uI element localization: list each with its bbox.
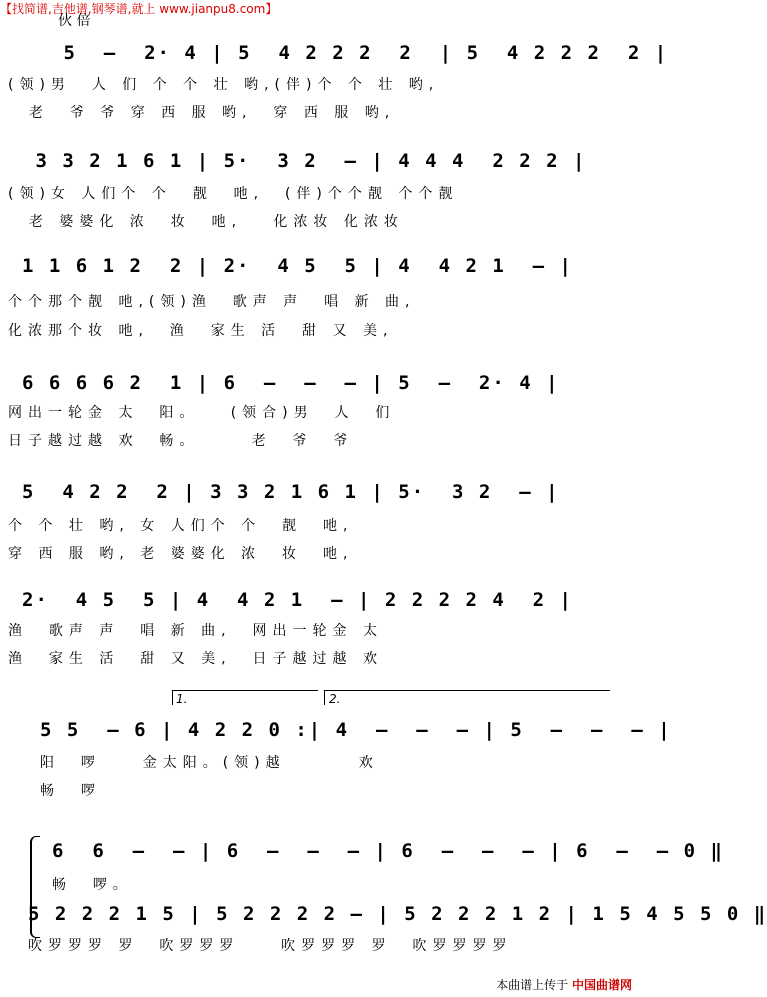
lyrics-line: 畅 啰。 <box>52 877 133 893</box>
lyrics-line: 网出一轮金 太 阳。 (领合)男 人 们 <box>8 405 396 421</box>
lyrics-line: 日子越过越 欢 畅。 老 爷 爷 <box>8 433 354 449</box>
notation-line: 5 4 2 2 2 | 3 3 2 1 6 1 | 5· 3 2 – | <box>22 481 560 503</box>
notation-line: 5 5 – 6 | 4 2 2 0 :| 4 – – – | 5 – – – | <box>40 719 672 741</box>
notation-line: 6 6 – – | 6 – – – | 6 – – – | 6 – – 0 ‖ <box>52 840 724 862</box>
notation-line: 5 2 2 2 1 5 | 5 2 2 2 2 – | 5 2 2 2 1 2 | 1 5 4 5 5 0 ‖ <box>28 903 767 925</box>
notation-line: 5 – 2· 4 | 5 4 2 2 2 2 | 5 4 2 2 2 2 | <box>50 42 669 64</box>
lyrics-line: (领)女 人们个 个 靓 吔, (伴)个个靓 个个靓 <box>8 186 459 202</box>
lyrics-line: 穿 西 服 哟, 老 婆婆化 浓 妆 吔, <box>8 546 354 562</box>
lyrics-line: 个个那个靓 吔,(领)渔 歌声 声 唱 新 曲, <box>8 294 416 310</box>
lyrics-line: 老 爷 爷 穿 西 服 哟, 穿 西 服 哟, <box>8 105 396 121</box>
volta-bracket-1 <box>172 690 318 705</box>
volta-label-2: 2. <box>329 692 341 706</box>
lyrics-line: 化浓那个妆 吔, 渔 家生 活 甜 又 美, <box>8 323 394 339</box>
lyrics-line: 阳 啰 金太阳。(领)越 欢 <box>40 755 379 771</box>
notation-line: 3 3 2 1 6 1 | 5· 3 2 – | 4 4 4 2 2 2 | <box>22 150 587 172</box>
lyrics-line: 渔 歌声 声 唱 新 曲, 网出一轮金 太 <box>8 623 383 639</box>
lyrics-line: (领)男 人 们 个 个 壮 哟,(伴)个 个 壮 哟, <box>8 77 440 93</box>
song-subtitle: 伙 倍 <box>58 13 91 29</box>
lyrics-line: 个 个 壮 哟, 女 人们个 个 靓 吔, <box>8 518 354 534</box>
lyrics-line: 老 婆婆化 浓 妆 吔, 化浓妆 化浓妆 <box>8 214 404 230</box>
lyrics-line: 渔 家生 活 甜 又 美, 日子越过越 欢 <box>8 651 383 667</box>
site-banner[interactable]: 【找简谱,吉他谱,钢琴谱,就上 www.jianpu8.com】 <box>0 2 278 16</box>
lyrics-line: 畅 啰 <box>40 783 101 799</box>
volta-label-1: 1. <box>176 692 188 706</box>
volta-bracket-2 <box>324 690 610 705</box>
upload-credit <box>496 976 632 993</box>
notation-line: 2· 4 5 5 | 4 4 2 1 – | 2 2 2 2 4 2 | <box>22 589 573 611</box>
notation-line: 6 6 6 6 2 1 | 6 – – – | 5 – 2· 4 | <box>22 372 560 394</box>
lyrics-line: 吹罗罗罗 罗 吹罗罗罗 吹罗罗罗 罗 吹罗罗罗罗 <box>28 938 513 954</box>
upload-credit-text: 本曲谱上传于 <box>496 978 569 992</box>
notation-line: 1 1 6 1 2 2 | 2· 4 5 5 | 4 4 2 1 – | <box>22 255 573 277</box>
site-logo[interactable]: 中国曲谱网 <box>571 978 632 992</box>
